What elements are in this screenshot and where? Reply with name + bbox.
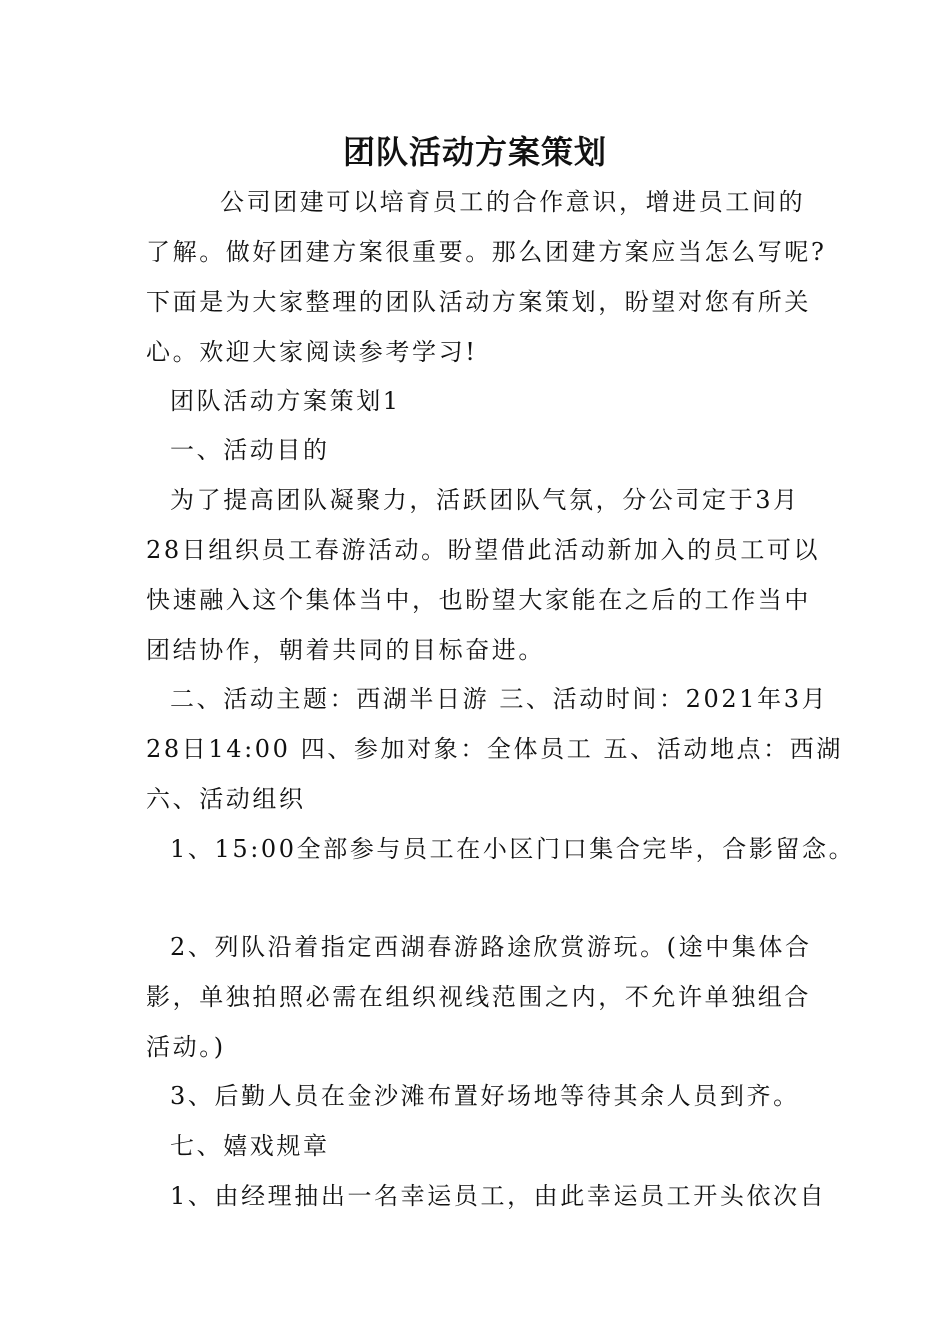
section-heading: 团队活动方案策划1: [170, 387, 401, 415]
list-item: 2、列队沿着指定西湖春游路途欣赏游玩。(途中集体合: [170, 933, 812, 961]
paragraph-line: 公司团建可以培育员工的合作意识，增进员工间的: [220, 188, 806, 216]
section-heading: 七、嬉戏规章: [170, 1132, 330, 1160]
paragraph-line: 二、活动主题：西湖半日游 三、活动时间：2021年3月: [170, 685, 829, 713]
section-heading: 六、活动组织: [146, 785, 306, 813]
paragraph-line: 团结协作，朝着共同的目标奋进。: [146, 636, 545, 664]
paragraph-line: 心。欢迎大家阅读参考学习!: [146, 338, 478, 366]
paragraph-line: 28日组织员工春游活动。盼望借此活动新加入的员工可以: [146, 536, 821, 564]
paragraph-line: 快速融入这个集体当中，也盼望大家能在之后的工作当中: [146, 586, 811, 614]
section-heading: 一、活动目的: [170, 436, 330, 464]
paragraph-line: 了解。做好团建方案很重要。那么团建方案应当怎么写呢?: [146, 238, 827, 266]
paragraph-line: 28日14:00 四、参加对象：全体员工 五、活动地点：西湖: [146, 735, 843, 763]
paragraph-line: 为了提高团队凝聚力，活跃团队气氛，分公司定于3月: [170, 486, 800, 514]
paragraph-line: 影，单独拍照必需在组织视线范围之内，不允许单独组合: [146, 983, 811, 1011]
document-title: 团队活动方案策划: [342, 133, 607, 171]
list-item: 1、由经理抽出一名幸运员工，由此幸运员工开头依次自: [170, 1182, 827, 1210]
paragraph-line: 活动。): [146, 1033, 226, 1061]
paragraph-line: 下面是为大家整理的团队活动方案策划，盼望对您有所关: [146, 288, 811, 316]
list-item: 3、后勤人员在金沙滩布置好场地等待其余人员到齐。: [170, 1082, 800, 1110]
list-item: 1、15:00全部参与员工在小区门口集合完毕，合影留念。: [170, 835, 856, 863]
